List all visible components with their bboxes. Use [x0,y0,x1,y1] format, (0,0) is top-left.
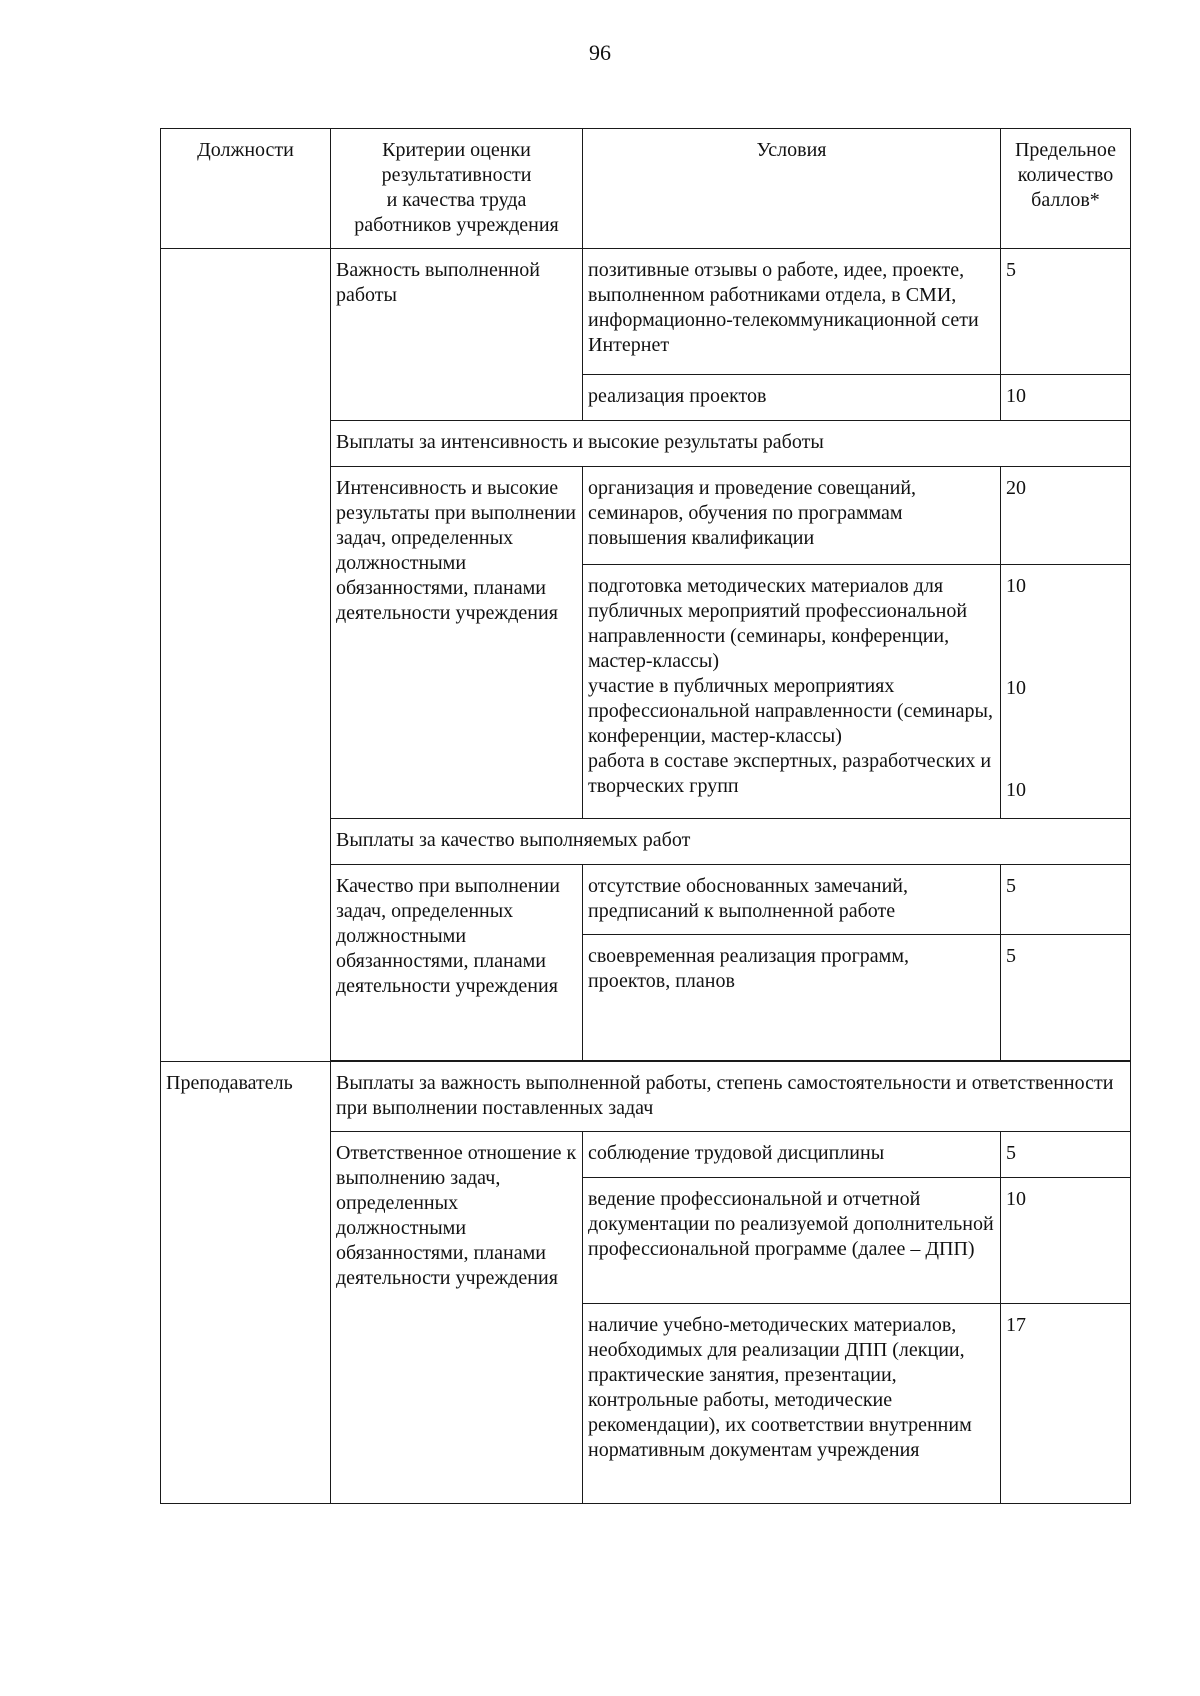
table-header-row [161,129,1131,249]
points-cell: 17 [1001,1304,1131,1504]
condition-text: подготовка методических материалов для публичных мероприятий профессиональной направленности (семинары, конференции, мастер-классы) [588,575,968,672]
points-cell [1001,565,1131,819]
points-cell: 5 [1001,935,1131,1061]
condition-cell: организация и проведение совещаний, семинаров, обучения по программам повышения квалификации [583,467,1001,565]
header-conditions: Условия [583,129,1001,249]
condition-cell: соблюдение трудовой дисциплины [583,1132,1001,1178]
header-position: Должности [161,129,331,249]
condition-cell: отсутствие обоснованных замечаний, предписаний к выполненной работе [583,865,1001,935]
section-row [161,1062,1131,1132]
page-number: 96 [589,40,611,65]
points-cell: 5 [1001,865,1131,935]
table-row [161,249,1131,375]
condition-cell: своевременная реализация программ, проектов, планов [583,935,1001,1061]
points-cell: 5 [1001,249,1131,375]
points-cell: 5 [1001,1132,1131,1178]
points-value: 10 [1006,779,1026,801]
condition-text: работа в составе экспертных, разработческих и творческих групп [588,750,992,797]
header-max-points: Предельное количество баллов* [1001,129,1131,249]
section-heading: Выплаты за качество выполняемых работ [331,819,1131,865]
criterion-cell: Ответственное отношение к выполнению задач, определенных должностными обязанностями, планами деятельности учреждения [331,1132,583,1504]
section-heading: Выплаты за важность выполненной работы, степень самостоятельности и ответственности при выполнении поставленных задач [331,1062,1131,1132]
criterion-cell: Интенсивность и высокие результаты при выполнении задач, определенных должностными обязанностями, планами деятельности учреждения [331,467,583,819]
condition-cell [583,565,1001,819]
condition-cell: ведение профессиональной и отчетной документации по реализуемой дополнительной профессиональной программе (далее – ДПП) [583,1178,1001,1304]
criteria-table [160,128,1131,1504]
points-value: 10 [1006,575,1026,597]
points-value: 10 [1006,677,1026,699]
criterion-cell: Качество при выполнении задач, определенных должностными обязанностями, планами деятельности учреждения [331,865,583,1061]
section-heading: Выплаты за интенсивность и высокие результаты работы [331,421,1131,467]
condition-cell: реализация проектов [583,375,1001,421]
points-cell: 20 [1001,467,1131,565]
condition-cell: наличие учебно-методических материалов, необходимых для реализации ДПП (лекции, практические занятия, презентации, контрольные работы, методические рекомендации), их соответствии внутренним нормативным документам учреждения [583,1304,1001,1504]
header-criteria: Критерии оценки результативности и качества труда работников учреждения [331,129,583,249]
position-cell: Преподаватель [161,1062,331,1504]
condition-text: участие в публичных мероприятиях профессиональной направленности (семинары, конференции, мастер-классы) [588,675,993,747]
criterion-cell: Важность выполненной работы [331,249,583,421]
condition-cell: позитивные отзывы о работе, идее, проекте, выполненном работниками отдела, в СМИ, информационно-телекоммуникационной сети Интернет [583,249,1001,375]
points-cell: 10 [1001,375,1131,421]
points-cell: 10 [1001,1178,1131,1304]
position-cell-empty [161,249,331,1062]
